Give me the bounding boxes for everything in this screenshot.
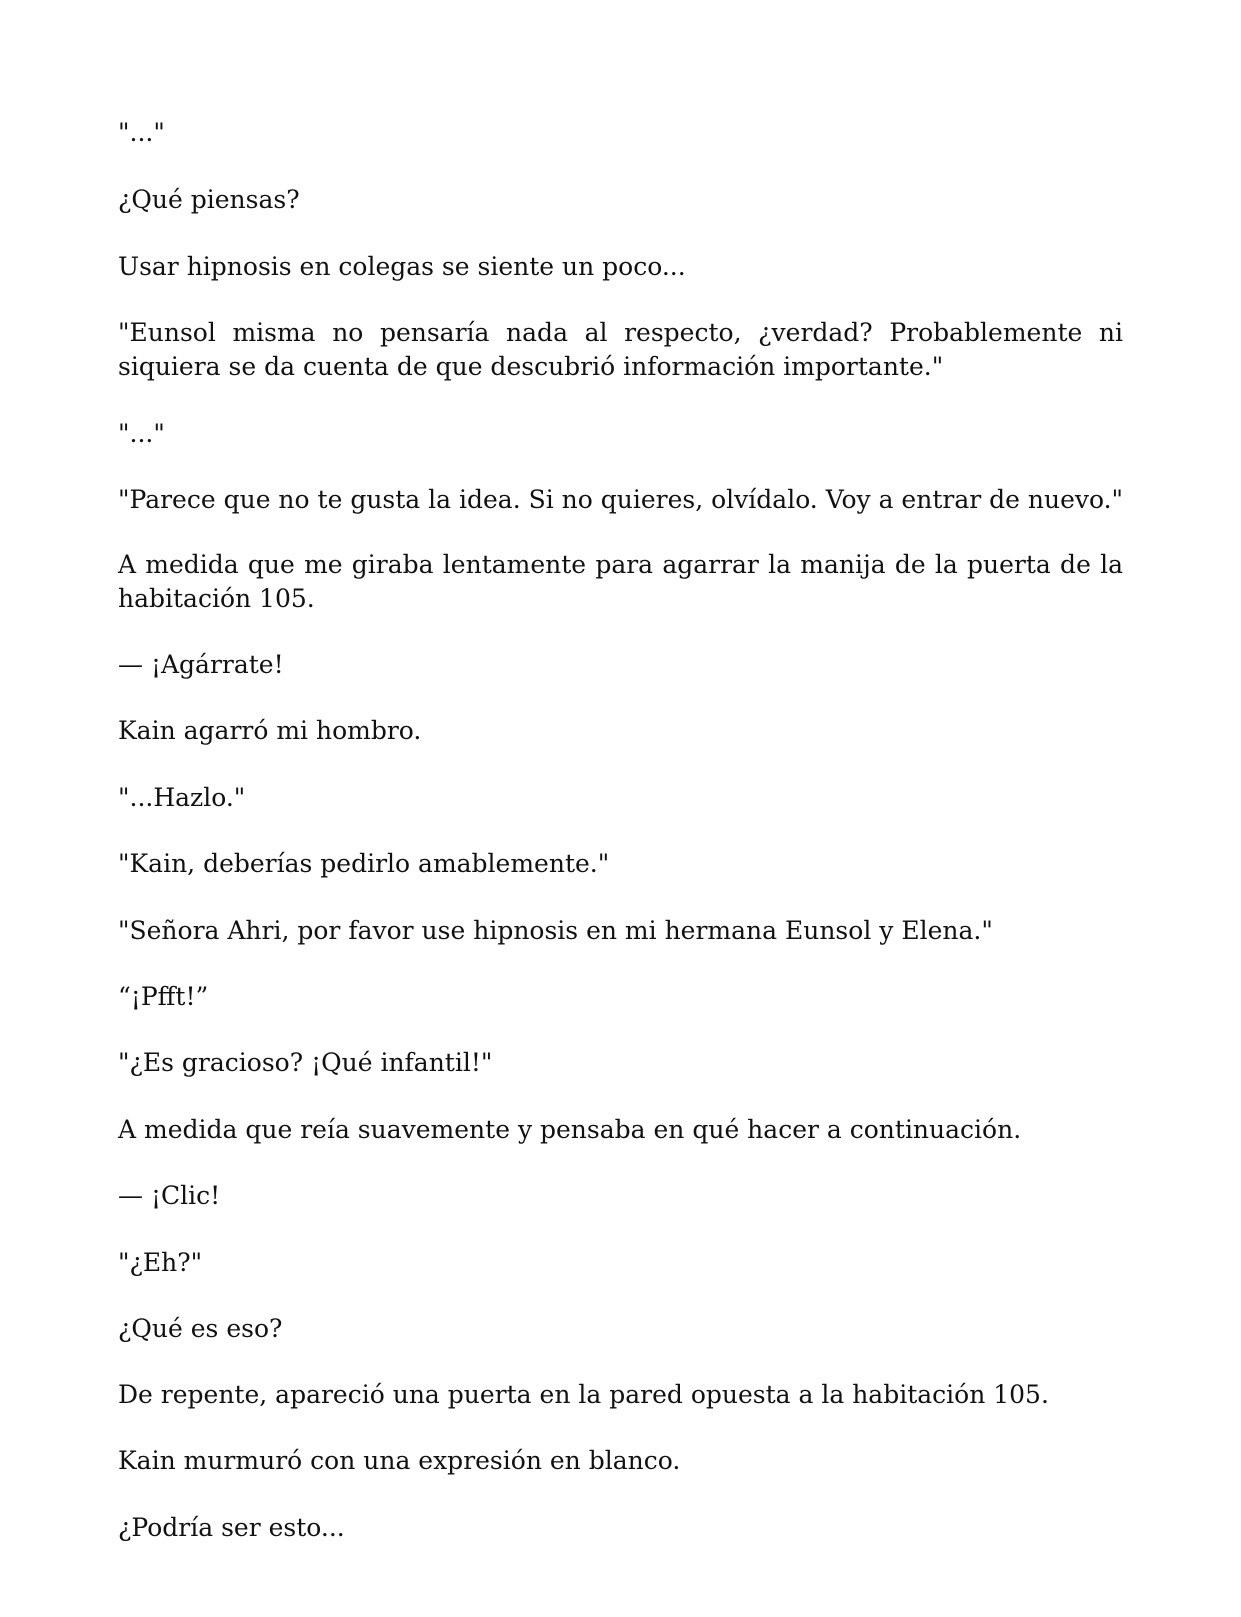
paragraph-15: A medida que reía suavemente y pensaba en qué hacer a continuación. [118, 1115, 1022, 1144]
paragraph-14: "¿Es gracioso? ¡Qué infantil!" [118, 1048, 493, 1077]
paragraph-18: ¿Qué es eso? [118, 1314, 283, 1343]
paragraph-10: "...Hazlo." [118, 783, 246, 812]
paragraph-5: "..." [118, 419, 165, 448]
paragraph-21: ¿Podría ser esto... [118, 1513, 345, 1542]
paragraph-11: "Kain, deberías pedirlo amablemente." [118, 849, 610, 878]
paragraph-16: — ¡Clic! [118, 1181, 221, 1210]
paragraph-1: "..." [118, 118, 165, 147]
paragraph-4: "Eunsol misma no pensaría nada al respecto, ¿verdad? Probablemente ni siquiera se da cuenta de que descubrió información importante." [118, 318, 1123, 381]
paragraph-2: ¿Qué piensas? [118, 185, 300, 214]
paragraph-13: “¡Pfft!” [118, 982, 209, 1011]
paragraph-9: Kain agarró mi hombro. [118, 716, 422, 745]
paragraph-6: "Parece que no te gusta la idea. Si no quieres, olvídalo. Voy a entrar de nuevo." [118, 485, 1124, 514]
paragraph-19: De repente, apareció una puerta en la pared opuesta a la habitación 105. [118, 1380, 1049, 1409]
paragraph-3: Usar hipnosis en colegas se siente un poco... [118, 252, 686, 281]
paragraph-7: A medida que me giraba lentamente para agarrar la manija de la puerta de la habitación 105. [118, 550, 1123, 613]
paragraph-12: "Señora Ahri, por favor use hipnosis en mi hermana Eunsol y Elena." [118, 916, 993, 945]
paragraph-17: "¿Eh?" [118, 1248, 203, 1277]
paragraph-8: — ¡Agárrate! [118, 650, 284, 679]
paragraph-20: Kain murmuró con una expresión en blanco. [118, 1446, 681, 1475]
